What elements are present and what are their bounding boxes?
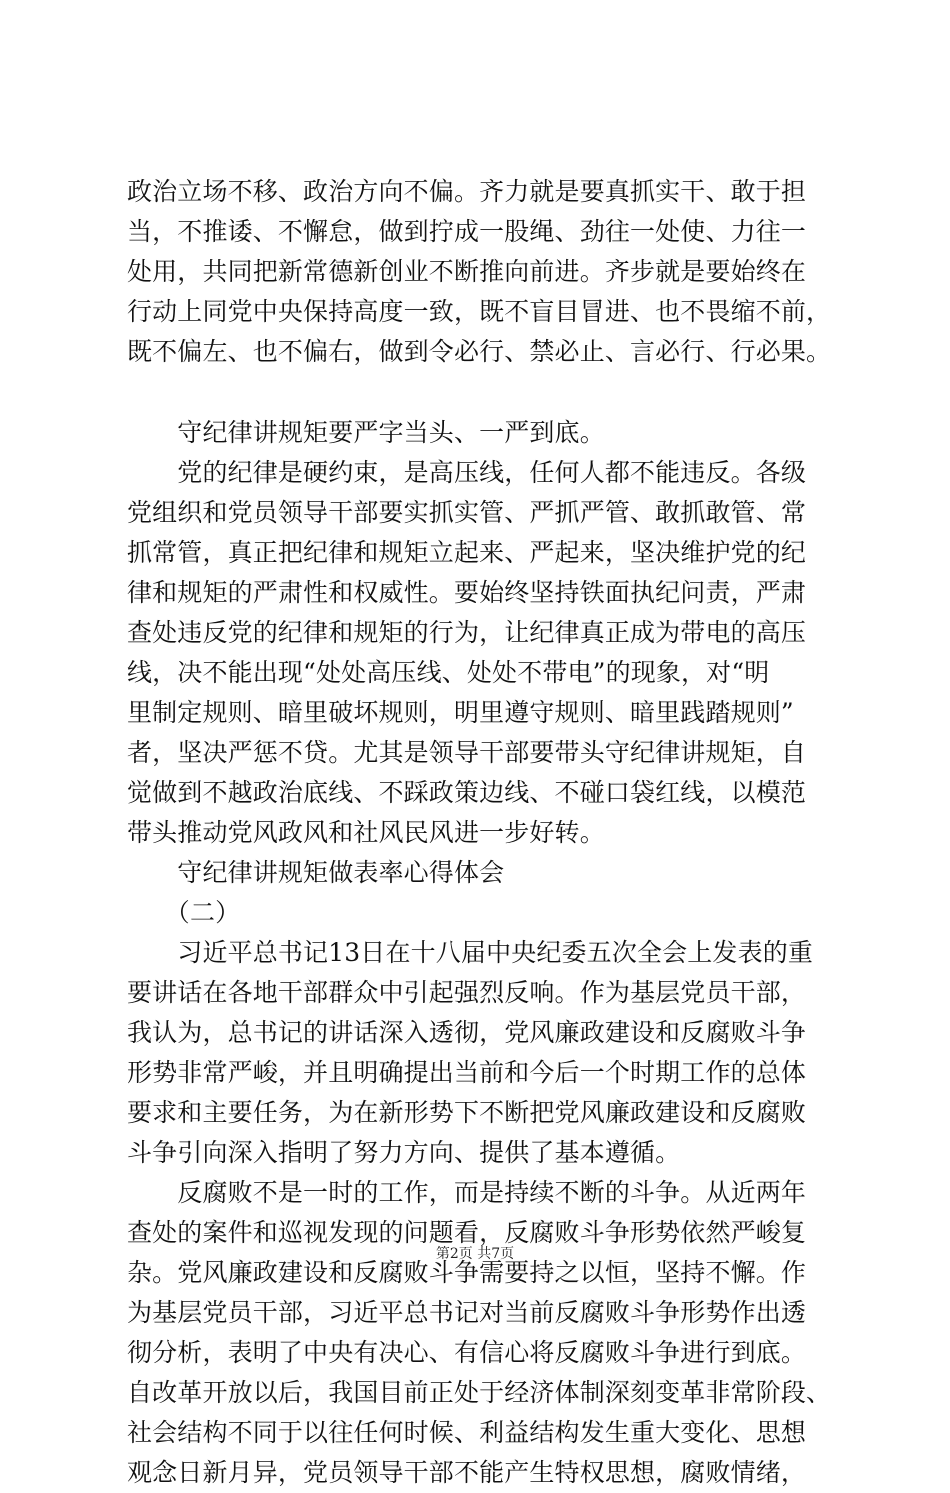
text-line: 处用，共同把新常德新创业不断推向前进。齐步就是要始终在 xyxy=(127,257,807,286)
text-line: 律和规矩的严肃性和权威性。要始终坚持铁面执纪问责，严肃 xyxy=(127,578,807,607)
text-line: 形势非常严峻，并且明确提出当前和今后一个时期工作的总体 xyxy=(127,1058,807,1087)
text-line: 者，坚决严惩不贷。尤其是领导干部要带头守纪律讲规矩，自 xyxy=(127,738,807,767)
text-line: 观念日新月异，党员领导干部不能产生特权思想，腐败情绪， xyxy=(127,1458,807,1487)
text-line: 党的纪律是硬约束，是高压线，任何人都不能违反。各级 xyxy=(127,458,807,487)
text-line: 线，决不能出现“处处高压线、处处不带电”的现象，对“明 xyxy=(127,658,770,687)
text-line: 自改革开放以后，我国目前正处于经济体制深刻变革非常阶段、 xyxy=(127,1378,832,1407)
text-line: 为基层党员干部，习近平总书记对当前反腐败斗争形势作出透 xyxy=(127,1298,807,1327)
text-line: 彻分析，表明了中央有决心、有信心将反腐败斗争进行到底。 xyxy=(127,1338,807,1367)
text-line: 反腐败不是一时的工作，而是持续不断的斗争。从近两年 xyxy=(127,1178,807,1207)
paragraph-block-1 xyxy=(127,172,857,372)
text-line: 习近平总书记13日在十八届中央纪委五次全会上发表的重 xyxy=(127,938,814,967)
text-line: 要求和主要任务，为在新形势下不断把党风廉政建设和反腐败 xyxy=(127,1098,807,1127)
text-line: 查处的案件和巡视发现的问题看，反腐败斗争形势依然严峻复 xyxy=(127,1218,807,1247)
text-line: 行动上同党中央保持高度一致，既不盲目冒进、也不畏缩不前， xyxy=(127,297,832,326)
text-line: 抓常管，真正把纪律和规矩立起来、严起来，坚决维护党的纪 xyxy=(127,538,807,567)
text-line: 政治立场不移、政治方向不偏。齐力就是要真抓实干、敢于担 xyxy=(127,177,807,206)
text-line: 社会结构不同于以往任何时候、利益结构发生重大变化、思想 xyxy=(127,1418,807,1447)
paragraph-block-2 xyxy=(127,413,857,1493)
text-line: 查处违反党的纪律和规矩的行为，让纪律真正成为带电的高压 xyxy=(127,618,807,647)
document-body xyxy=(127,172,857,1493)
text-line: 里制定规则、暗里破坏规则，明里遵守规则、暗里践踏规则” xyxy=(127,698,794,727)
text-line: 既不偏左、也不偏右，做到令必行、禁必止、言必行、行必果。 xyxy=(127,337,832,366)
page-number-footer: 第2页 共7页 xyxy=(435,1246,515,1262)
text-line: 当，不推诿、不懈怠，做到拧成一股绳、劲往一处使、力往一 xyxy=(127,217,807,246)
text-line: 觉做到不越政治底线、不踩政策边线、不碰口袋红线，以模范 xyxy=(127,778,807,807)
section-number: （二） xyxy=(127,898,241,927)
text-line: 我认为，总书记的讲话深入透彻，党风廉政建设和反腐败斗争 xyxy=(127,1018,807,1047)
text-line: 要讲话在各地干部群众中引起强烈反响。作为基层党员干部， xyxy=(127,978,807,1007)
text-line: 斗争引向深入指明了努力方向、提供了基本遵循。 xyxy=(127,1138,681,1167)
paragraph-gap xyxy=(127,372,857,413)
text-line: 带头推动党风政风和社风民风进一步好转。 xyxy=(127,818,605,847)
text-line: 杂。党风廉政建设和反腐败斗争需要持之以恒，坚持不懈。作 xyxy=(127,1258,807,1287)
text-line: 党组织和党员领导干部要实抓实管、严抓严管、敢抓敢管、常 xyxy=(127,498,807,527)
document-title: 守纪律讲规矩做表率心得体会 xyxy=(127,858,505,887)
section-heading: 守纪律讲规矩要严字当头、一严到底。 xyxy=(127,418,605,447)
